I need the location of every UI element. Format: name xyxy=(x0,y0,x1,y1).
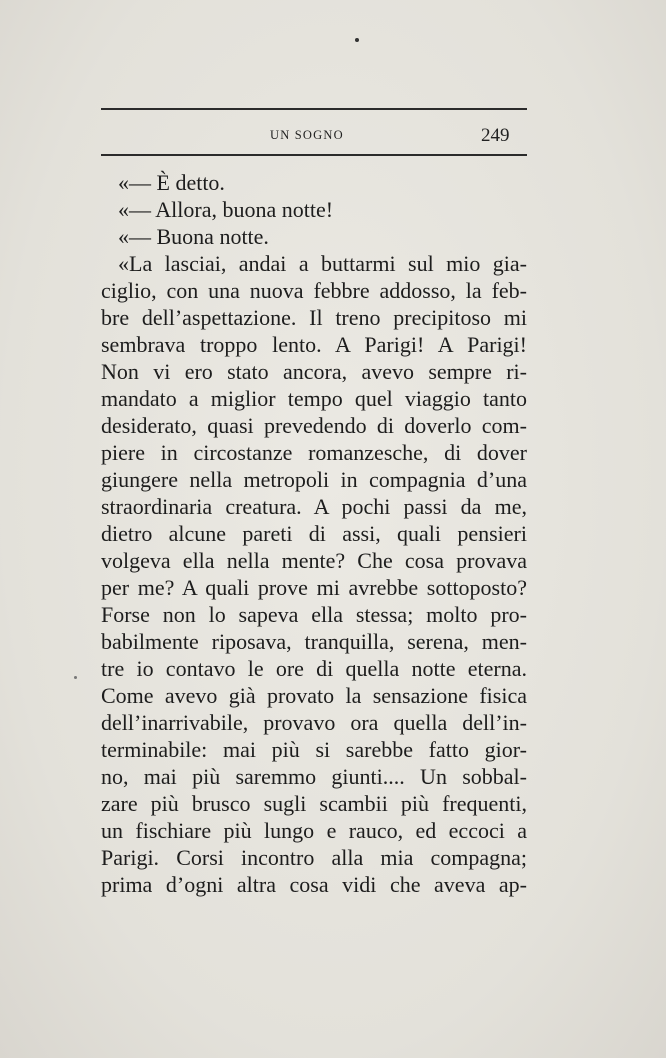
text-line: dietro alcune pareti di assi, quali pensieri xyxy=(101,521,527,546)
text-line: zare più brusco sugli scambii più frequenti, xyxy=(101,791,527,816)
text-line: prima d’ogni altra cosa vidi che aveva ap- xyxy=(101,872,527,897)
text-line: «— È detto. xyxy=(118,170,225,195)
text-line: sembrava troppo lento. A Parigi! A Parigi! xyxy=(101,332,527,357)
text-line: un fischiare più lungo e rauco, ed eccoci a xyxy=(101,818,527,843)
text-line: «La lasciai, andai a buttarmi sul mio gia- xyxy=(118,251,527,276)
header-rule-top xyxy=(101,108,527,110)
text-line: Parigi. Corsi incontro alla mia compagna; xyxy=(101,845,527,870)
text-line: no, mai più saremmo giunti.... Un sobbal- xyxy=(101,764,527,789)
text-line: mandato a miglior tempo quel viaggio tanto xyxy=(101,386,527,411)
text-line: babilmente riposava, tranquilla, serena, men- xyxy=(101,629,527,654)
text-line: ciglio, con una nuova febbre addosso, la feb- xyxy=(101,278,527,303)
text-line: volgeva ella nella mente? Che cosa provava xyxy=(101,548,527,573)
text-line: «— Buona notte. xyxy=(118,224,269,249)
text-line: bre dell’aspettazione. Il treno precipitoso mi xyxy=(101,305,527,330)
page-number: 249 xyxy=(481,125,510,146)
text-line: dell’inarrivabile, provavo ora quella dell’in- xyxy=(101,710,527,735)
ink-speck xyxy=(74,676,77,679)
text-line: Non vi ero stato ancora, avevo sempre ri- xyxy=(101,359,527,384)
text-line: giungere nella metropoli in compagnia d’una xyxy=(101,467,527,492)
text-line: straordinaria creatura. A pochi passi da me, xyxy=(101,494,527,519)
text-line: tre io contavo le ore di quella notte eterna. xyxy=(101,656,527,681)
text-line: piere in circostanze romanzesche, di dover xyxy=(101,440,527,465)
ink-speck xyxy=(355,38,359,42)
text-line: «— Allora, buona notte! xyxy=(118,197,334,222)
text-line: desiderato, quasi prevedendo di doverlo com- xyxy=(101,413,527,438)
text-line: Forse non lo sapeva ella stessa; molto pro- xyxy=(101,602,527,627)
header-rule-bottom xyxy=(101,154,527,156)
running-head: UN SOGNO xyxy=(270,128,344,142)
text-line: Come avevo già provato la sensazione fisica xyxy=(101,683,527,708)
text-line: terminabile: mai più si sarebbe fatto gior- xyxy=(101,737,527,762)
text-line: per me? A quali prove mi avrebbe sottoposto? xyxy=(101,575,527,600)
